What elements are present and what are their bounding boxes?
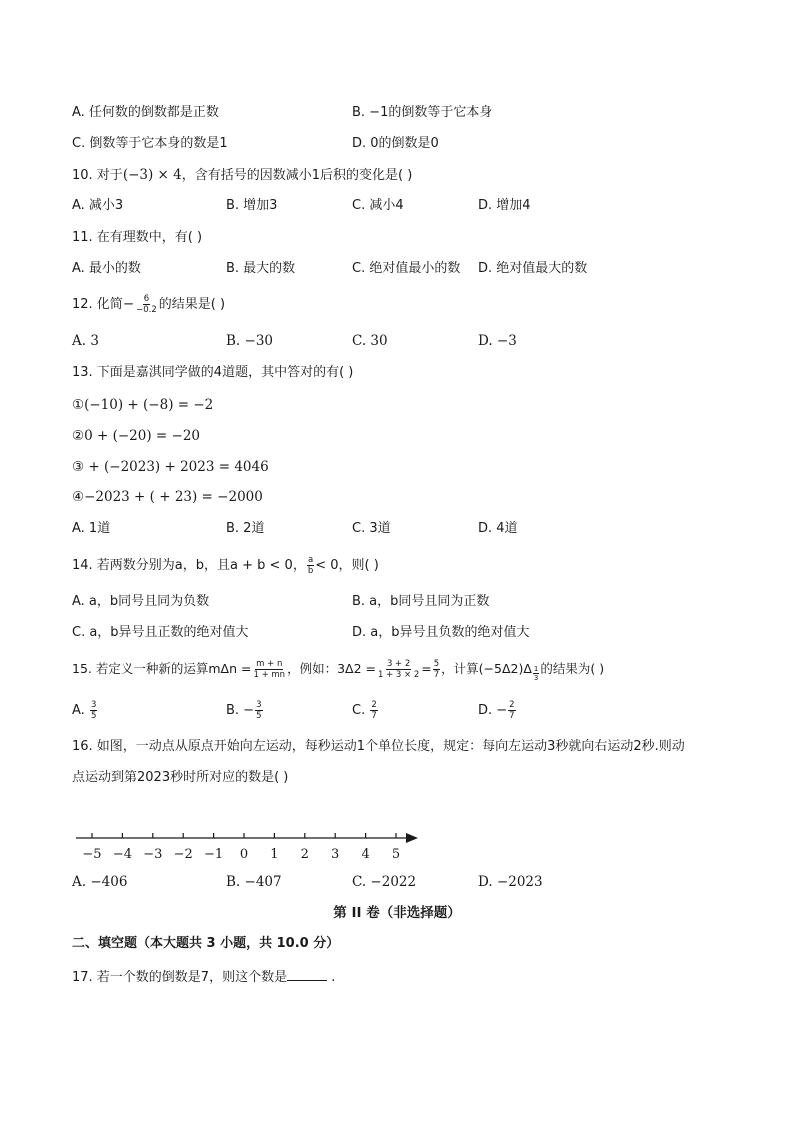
q13-item-1: ①(−10) + (−8) = −2 [72,397,214,413]
number-line-figure [0,820,794,880]
number-line-tick-label: 5 [391,847,401,862]
number-line-tick-label: 2 [300,847,309,862]
q15-result-fraction: $\frac{5}{7}$ [433,659,440,680]
q14-option-b: B. a，b同号且同为正数 [352,594,490,609]
number-line-arrow [406,833,418,843]
section2-heading: 二、填空题（本大题共 3 小题，共 10.0 分） [72,936,340,951]
q14-option-a: A. a，b同号且同为负数 [72,594,210,609]
q14-option-d: D. a，b异号且负数的绝对值大 [352,625,530,640]
q11-option-c: C. 绝对值最小的数 [352,261,461,276]
q15-option-a: A. $\frac{3}{5}$ [72,700,97,721]
number-line-tick-label: 3 [331,847,340,862]
q15-option-d: D. − $\frac{2}{7}$ [478,700,515,721]
q14-fraction: $\frac{a}{b}$ [307,555,314,576]
q10-option-b: B. 增加3 [226,198,278,213]
q9-option-b: B. −1的倒数等于它本身 [352,105,493,120]
q13-item-4: ④−2023 + ( + 23) = −2000 [72,489,263,505]
q13-option-c: C. 3道 [352,521,391,536]
q11-option-a: A. 最小的数 [72,261,141,276]
q12-fraction: $\frac{6}{-0.2}$ [136,294,157,315]
q10-option-a: A. 减小3 [72,198,124,213]
q11-option-d: D. 绝对值最大的数 [478,261,588,276]
q13-option-d: D. 4道 [478,521,518,536]
q16-option-d: D. −2023 [478,874,543,890]
q15-option-b: B. − $\frac{3}{5}$ [226,700,262,721]
number-line-tick-label: −4 [112,847,132,862]
q15-option-c: C. $\frac{2}{7}$ [352,700,377,721]
q16-stem-line2: 点运动到第2023秒时所对应的数是( ) [72,770,289,785]
q16-stem-line1: 16. 如图，一动点从原点开始向左运动，每秒运动1个单位长度，规定：每向左运动3秒就向右运动2秒.则动 [72,739,685,754]
q13-item-2: ②0 + (−20) = −20 [72,428,200,444]
q12-option-a: A. 3 [72,333,99,349]
number-line-tick-label: −2 [173,847,193,862]
q16-option-a: A. −406 [72,874,128,890]
q12-option-b: B. −30 [226,333,273,349]
q15-sup-fraction: $\frac{1}{3}$ [533,665,539,682]
q15-stem: 15. 若定义一种新的运算mΔn = $\frac{m + n}{1 + mn}$ ，例如：3Δ2 = $\frac{3 + 2}{1 + 3 \times 2}$ = $\frac{5}{7}$ ，计算(−5Δ2)Δ $\frac{1}{3}$ 的结果为( ) [72,659,605,682]
q17-stem: 17. 若一个数的倒数是7，则这个数是 . [72,970,336,985]
q13-stem: 13. 下面是嘉淇同学做的4道题，其中答对的有( ) [72,365,354,380]
q12-stem: 12. 化简− $\frac{6}{-0.2}$ 的结果是( ) [72,294,226,315]
q11-option-b: B. 最大的数 [226,261,296,276]
q10-option-d: D. 增加4 [478,198,531,213]
q16-option-c: C. −2022 [352,874,417,890]
number-line-tick-label: 0 [239,847,249,862]
q13-item-3: ③ + (−2023) + 2023 = 4046 [72,459,269,475]
q15-b-fraction: $\frac{3}{5}$ [256,700,262,721]
q9-option-d: D. 0的倒数是0 [352,136,439,151]
number-line-tick-label: −1 [204,847,224,862]
q15-def-fraction: $\frac{m + n}{1 + mn}$ [253,659,286,680]
q14-option-c: C. a，b异号且正数的绝对值大 [72,625,249,640]
q15-a-fraction: $\frac{3}{5}$ [90,700,97,721]
q15-d-fraction: $\frac{2}{7}$ [509,700,515,721]
number-line-tick-label: −3 [143,847,163,862]
q17-answer-blank[interactable] [287,968,327,981]
q9-option-a: A. 任何数的倒数都是正数 [72,105,219,120]
q15-c-fraction: $\frac{2}{7}$ [371,700,377,721]
number-line-tick-label: −5 [82,847,102,862]
q15-example-fraction: $\frac{3 + 2}{1 + 3 \times 2}$ [377,659,420,680]
q13-option-a: A. 1道 [72,521,111,536]
q12-option-c: C. 30 [352,333,388,349]
number-line-tick-label: 4 [361,847,370,862]
number-line-tick-label: 1 [270,847,279,862]
q9-option-c: C. 倒数等于它本身的数是1 [72,136,228,151]
q14-stem: 14. 若两数分别为a，b，且a + b < 0， $\frac{a}{b}$ < 0，则( ) [72,555,379,576]
q10-stem: 10. 对于(−3) × 4，含有括号的因数减小1后积的变化是( ) [72,167,413,183]
q16-option-b: B. −407 [226,874,282,890]
number-line-ticks [82,833,400,862]
part2-heading: 第 II 卷（非选择题） [333,905,461,921]
q13-option-b: B. 2道 [226,521,265,536]
q11-stem: 11. 在有理数中，有( ) [72,230,203,245]
q10-option-c: C. 减小4 [352,198,404,213]
q12-option-d: D. −3 [478,333,517,349]
